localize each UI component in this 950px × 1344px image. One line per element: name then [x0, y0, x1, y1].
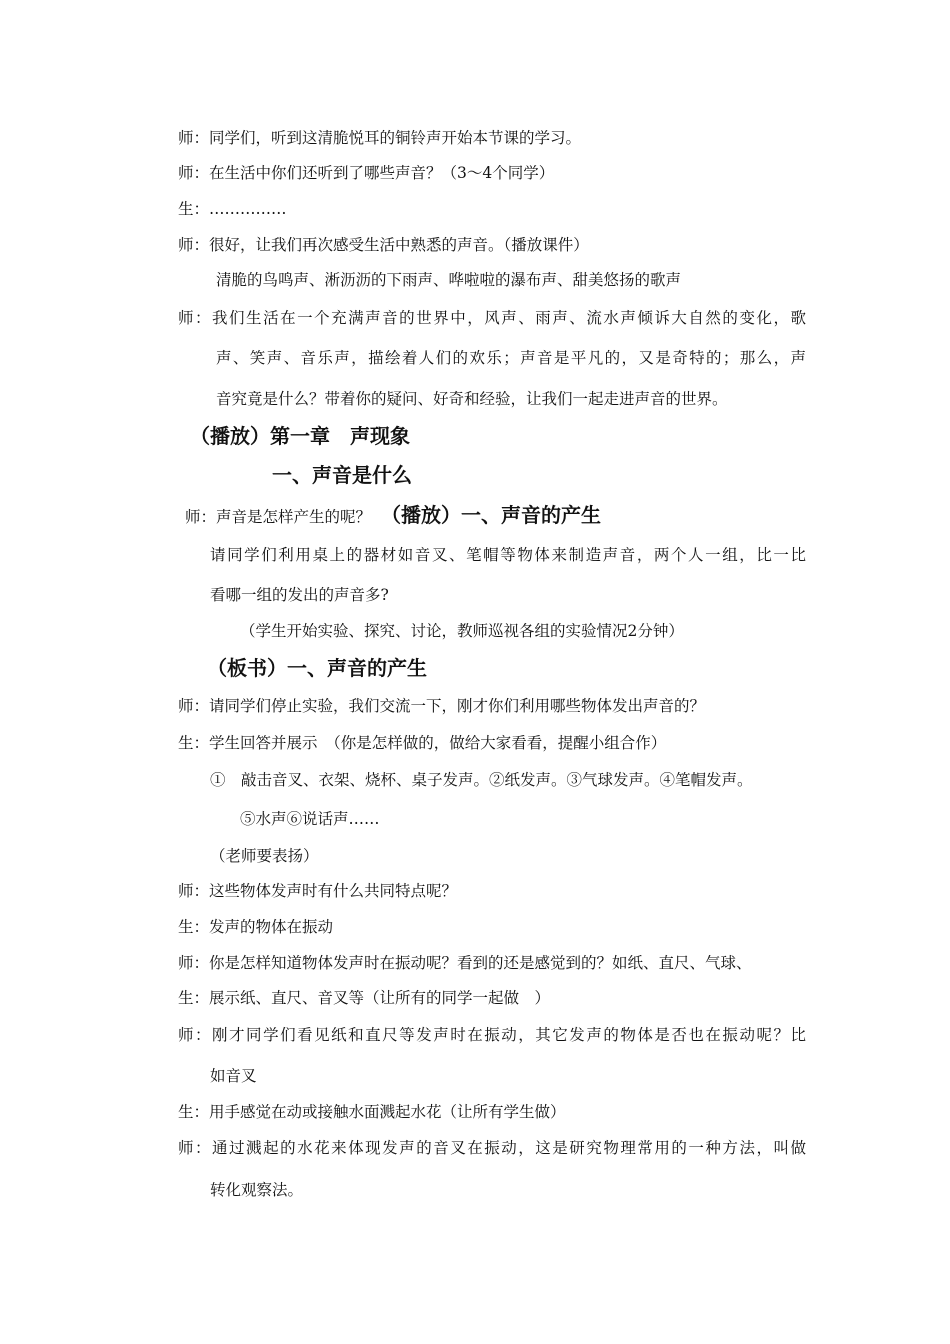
dialogue-line: 生：学生回答并展示 （你是怎样做的，做给大家看看，提醒小组合作）	[178, 734, 667, 752]
dialogue-line: 师：请同学们停止实验，我们交流一下，刚才你们利用哪些物体发出声音的？	[178, 697, 706, 715]
chapter-heading: （播放）第一章 声现象	[190, 424, 410, 448]
text-line: 声、笑声、音乐声，描绘着人们的欢乐；声音是平凡的，又是奇特的；那么，声	[216, 349, 806, 367]
text-line: 看哪一组的发出的声音多?	[210, 586, 389, 604]
dialogue-line: 生：……………	[178, 200, 287, 218]
dialogue-line: 师：这些物体发声时有什么共同特点呢？	[178, 882, 458, 900]
dialogue-line: 生：展示纸、直尺、音叉等（让所有的同学一起做 ）	[178, 989, 551, 1007]
note-line: （学生开始实验、探究、讨论，教师巡视各组的实验情况2分钟）	[240, 622, 684, 640]
text-line: 转化观察法。	[210, 1181, 304, 1199]
dialogue-line: 师：在生活中你们还听到了哪些声音？（3～4个同学）	[178, 164, 555, 182]
list-line: ⑤水声⑥说话声……	[240, 810, 380, 828]
dialogue-line: 生：用手感觉在动或接触水面溅起水花（让所有学生做）	[178, 1103, 566, 1121]
dialogue-line: 生：发声的物体在振动	[178, 918, 334, 936]
dialogue-line: 师：通过溅起的水花来体现发声的音叉在振动，这是研究物理常用的一种方法，叫做	[178, 1139, 806, 1157]
text-line: 清脆的鸟鸣声、淅沥沥的下雨声、哗啦啦的瀑布声、甜美悠扬的歌声	[216, 271, 682, 289]
dialogue-line: 师：刚才同学们看见纸和直尺等发声时在振动，其它发声的物体是否也在振动呢？比	[178, 1026, 806, 1044]
note-line: （老师要表扬）	[210, 847, 319, 865]
dialogue-line: 师：很好，让我们再次感受生活中熟悉的声音。（播放课件）	[178, 236, 589, 254]
text-line: 请同学们利用桌上的器材如音叉、笔帽等物体来制造声音，两个人一组，比一比	[210, 546, 806, 564]
section-heading: 一、声音是什么	[272, 463, 412, 487]
dialogue-line: 师：我们生活在一个充满声音的世界中，风声、雨声、流水声倾诉大自然的变化，歌	[178, 309, 806, 327]
text-line: 音究竟是什么？带着你的疑问、好奇和经验，让我们一起走进声音的世界。	[216, 390, 728, 408]
dialogue-line: 师：声音是怎样产生的呢？	[185, 508, 372, 526]
list-line: ① 敲击音叉、衣架、烧杯、桌子发声。②纸发声。③气球发声。④笔帽发声。	[210, 771, 753, 789]
section-heading: （播放）一、声音的产生	[381, 503, 601, 527]
board-heading: （板书）一、声音的产生	[207, 656, 427, 680]
text-line: 如音叉	[210, 1067, 257, 1085]
dialogue-line: 师：你是怎样知道物体发声时在振动呢？看到的还是感觉到的？如纸、直尺、气球、	[178, 954, 752, 972]
dialogue-line: 师：同学们，听到这清脆悦耳的铜铃声开始本节课的学习。	[178, 129, 582, 147]
